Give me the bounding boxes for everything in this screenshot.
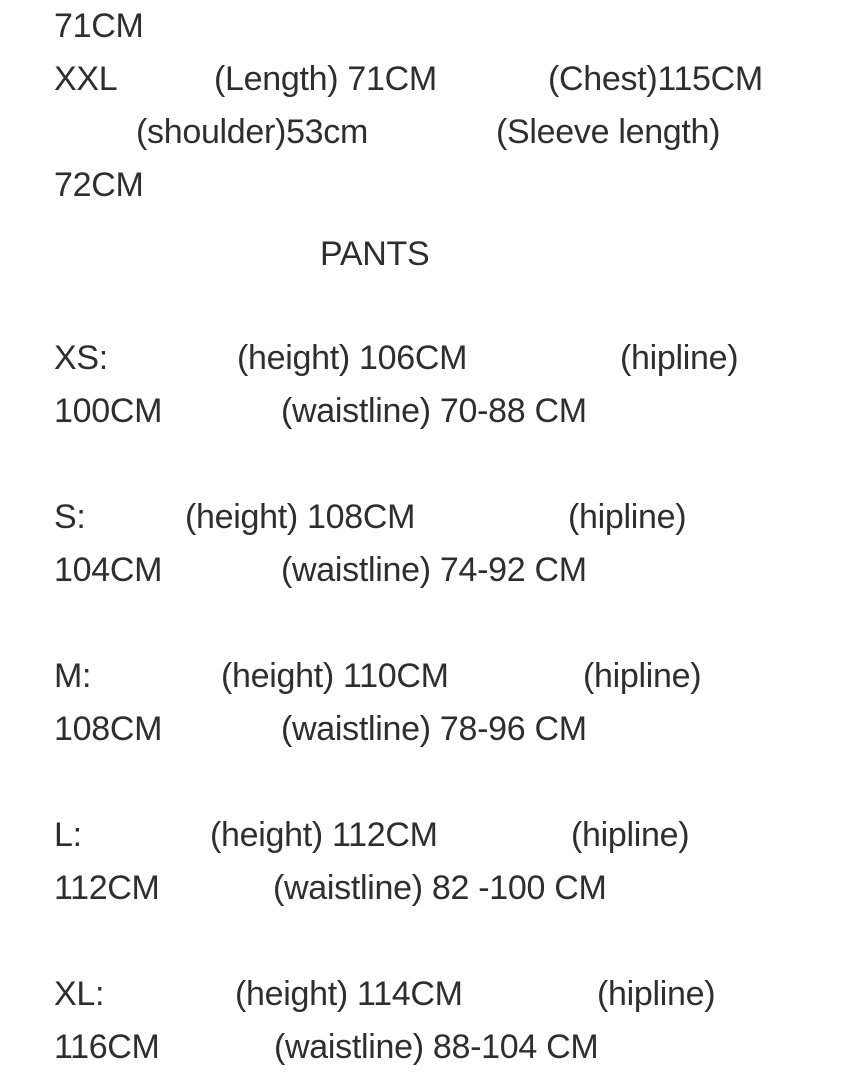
xxl-size-label: XXL	[54, 60, 118, 98]
hipline-label: (hipline)	[568, 498, 687, 536]
hipline-value: 100CM	[54, 392, 163, 430]
xxl-shoulder: (shoulder)53cm	[136, 113, 369, 151]
pants-heading: PANTS	[320, 235, 430, 273]
height-value: (height) 112CM	[210, 816, 438, 854]
size-label: S:	[54, 498, 86, 536]
hipline-value: 104CM	[54, 551, 163, 589]
hipline-label: (hipline)	[597, 975, 716, 1013]
height-value: (height) 108CM	[185, 498, 416, 536]
waistline-value: (waistline) 88-104 CM	[274, 1028, 599, 1066]
size-label: XL:	[54, 975, 105, 1013]
size-label: XS:	[54, 339, 108, 377]
height-value: (height) 106CM	[237, 339, 468, 377]
xxl-sleeve-value: 72CM	[54, 166, 144, 204]
height-value: (height) 110CM	[221, 657, 449, 695]
xxl-chest: (Chest)115CM	[548, 60, 763, 98]
hipline-label: (hipline)	[620, 339, 739, 377]
xxl-sleeve-label: (Sleeve length)	[496, 113, 721, 151]
hipline-value: 116CM	[54, 1028, 160, 1066]
height-value: (height) 114CM	[235, 975, 463, 1013]
waistline-value: (waistline) 82 -100 CM	[273, 869, 607, 907]
xxl-length: (Length) 71CM	[214, 60, 437, 98]
waistline-value: (waistline) 74-92 CM	[281, 551, 587, 589]
hipline-value: 112CM	[54, 869, 160, 907]
hipline-value: 108CM	[54, 710, 163, 748]
size-label: L:	[54, 816, 82, 854]
hipline-label: (hipline)	[583, 657, 702, 695]
waistline-value: (waistline) 70-88 CM	[281, 392, 587, 430]
size-label: M:	[54, 657, 92, 695]
hipline-label: (hipline)	[571, 816, 690, 854]
previous-size-sleeve-value: 71CM	[54, 7, 144, 45]
waistline-value: (waistline) 78-96 CM	[281, 710, 587, 748]
